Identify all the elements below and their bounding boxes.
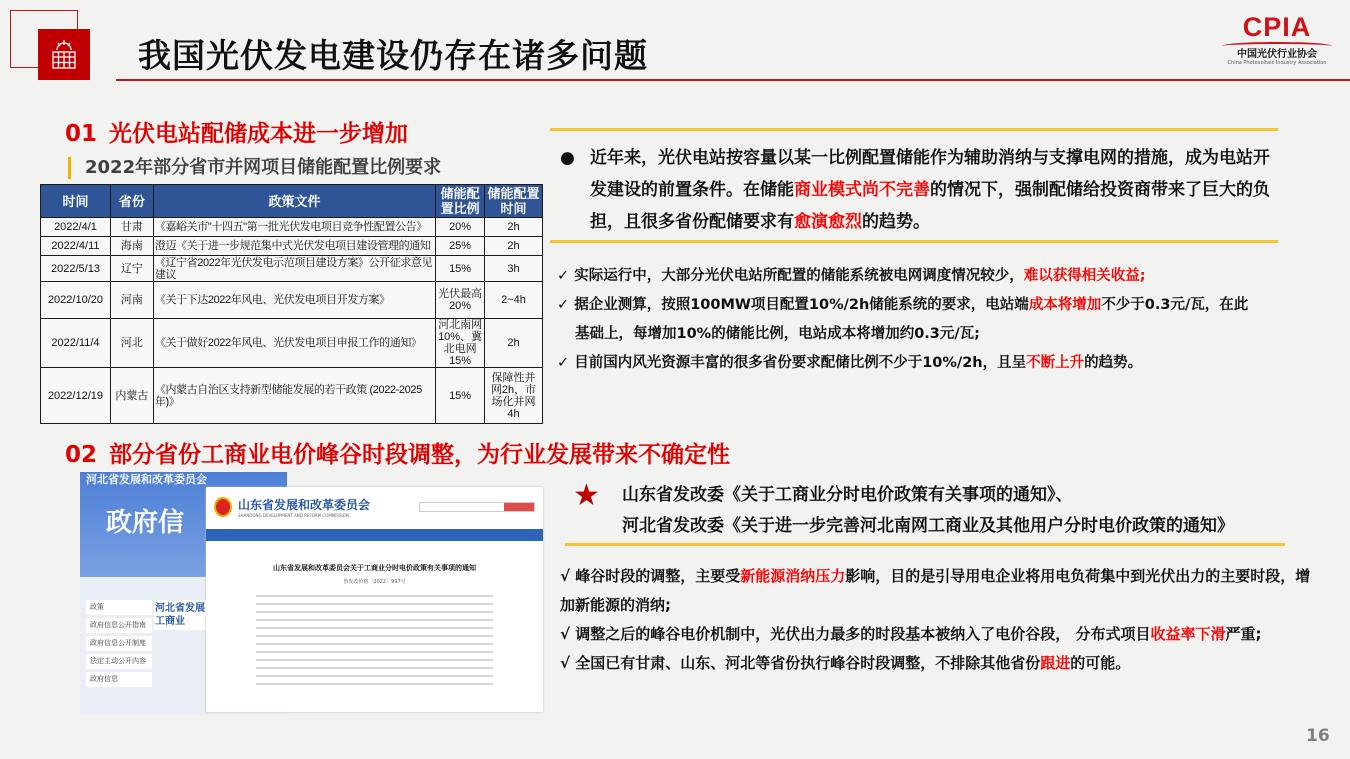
policy-hebei: 河北省发改委《关于进一步完善河北南网工商业及其他用户分时电价政策的通知》 — [622, 516, 1234, 536]
nav-item: 政府信息公开指南 — [86, 618, 152, 633]
table-cell: 甘肃 — [110, 218, 153, 237]
cpia-logo: CPIA 中国光伏行业协会 China Photovoltaic Industry Association — [1212, 12, 1342, 74]
highlight-text: 跟进 — [1040, 654, 1071, 672]
table-cell: 3h — [485, 256, 543, 282]
table-row — [41, 282, 543, 319]
table-cell: 河南 — [110, 282, 153, 319]
solar-panel-icon — [38, 29, 90, 80]
table-cell: 海南 — [110, 237, 153, 256]
text-segment: ✓ 目前国内风光资源丰富的很多省份要求配储比例不少于10%/2h，且呈 — [557, 355, 1027, 371]
shandong-ndrc-screenshot: 山东省发展和改革委员会 SHANDONG DEVELOPMENT AND REFORM COMMISSION 山东省发展和改革委员会关于工商业分时电价政策有关事项的通知 鲁发改价格〔2022〕997号 — [206, 487, 543, 712]
nav-item: 政策 — [86, 600, 152, 615]
column-header: 储能配置比例 — [436, 185, 485, 218]
table-cell: 辽宁 — [110, 256, 153, 282]
section-1-checklist — [557, 262, 1257, 378]
table-cell: 2022/12/19 — [41, 368, 111, 424]
check-item — [557, 349, 1257, 378]
divider-top — [550, 128, 1278, 131]
table-cell: 2h — [485, 237, 543, 256]
table-cell: 河北南网10%、冀北电网15% — [436, 319, 485, 368]
highlight-text: 新能源消纳压力 — [740, 567, 846, 585]
policy-shandong: 山东省发改委《关于工商业分时电价政策有关事项的通知》、 — [622, 485, 1073, 505]
text-segment: √ 全国已有甘肃、山东、河北等省份执行峰谷时段调整，不排除其他省份 — [560, 654, 1041, 672]
table-cell: 河北 — [110, 319, 153, 368]
table-cell: 2022/10/20 — [41, 282, 111, 319]
table-row — [41, 218, 543, 237]
text-segment: 的可能。 — [1070, 654, 1131, 672]
lead-paragraph — [560, 142, 1280, 238]
text-segment: 的趋势。 — [862, 212, 930, 232]
text-segment: 近年来，光伏电站按容量以某一比例配置储能作为辅助消纳与支撑电网的措施，成为电站开发建设的前置条件。在储能 — [590, 148, 1270, 200]
table-cell: 《辽宁省2022年光伏发电示范项目建设方案》公开征求意见建议 — [153, 256, 435, 282]
table-cell: 15% — [436, 368, 485, 424]
search-box — [419, 502, 535, 512]
highlight-text: 成本将增加 — [1028, 297, 1102, 313]
divider-bottom — [550, 240, 1278, 243]
text-segment: 不少于0.3元/瓦，在此基础上，每增加10%的储能比例，电站成本将增加约0.3元/瓦; — [575, 297, 1249, 342]
check-item — [560, 562, 1320, 620]
table-cell: 20% — [436, 218, 485, 237]
star-icon: ★ — [573, 478, 600, 513]
text-segment: 严重; — [1225, 625, 1262, 643]
text-segment: 影响，目的是引导用电企业将用电负荷集中到光伏出力的主要时段，增加新能源的消纳; — [560, 567, 1311, 614]
highlight-text: 收益率下滑 — [1150, 625, 1226, 643]
bullet-icon: ● — [560, 148, 575, 168]
table-cell: 光伏最高20% — [436, 282, 485, 319]
highlight-text: 商业模式尚不完善 — [794, 180, 930, 200]
table-cell: 2022/4/11 — [41, 237, 111, 256]
policy-list — [622, 480, 1234, 542]
table-cell: 澄迈《关于进一步规范集中式光伏发电项目建设管理的通知 — [153, 237, 435, 256]
nav-item: 政府信息公开制度 — [86, 636, 152, 651]
check-item — [557, 291, 1257, 349]
table-cell: 2h — [485, 218, 543, 237]
column-header: 时间 — [41, 185, 111, 218]
hebei-org-name: 河北省发展和改革委员会 — [86, 473, 207, 486]
check-item — [560, 620, 1320, 649]
table-row — [41, 319, 543, 368]
column-header: 省份 — [110, 185, 153, 218]
text-segment: √ 峰谷时段的调整，主要受 — [560, 567, 741, 585]
table-cell: 2022/11/4 — [41, 319, 111, 368]
column-header: 政策文件 — [153, 185, 435, 218]
section-2-heading: 02 部分省份工商业电价峰谷时段调整，为行业发展带来不确定性 — [65, 442, 731, 468]
page-title: 我国光伏发电建设仍存在诸多问题 — [138, 36, 648, 75]
highlight-text: 愈演愈烈 — [794, 212, 862, 232]
table-row — [41, 237, 543, 256]
nav-item: 法定主动公开内容 — [86, 654, 152, 669]
table-cell: 2h — [485, 319, 543, 368]
page-number: 16 — [1306, 726, 1330, 746]
check-item — [557, 262, 1257, 291]
section-2-checklist — [560, 562, 1320, 678]
nav-item: 政府信息 — [86, 672, 152, 687]
hebei-article-title: 河北省发展 工商业 — [154, 600, 206, 630]
table-cell: 《关于下达2022年风电、光伏发电项目开发方案》 — [153, 282, 435, 319]
table-cell: 《关于做好2022年风电、光伏发电项目申报工作的通知》 — [153, 319, 435, 368]
table-cell: 25% — [436, 237, 485, 256]
hebei-banner: 政府信 — [106, 508, 185, 538]
table-cell: 保障性并网2h，市场化并网4h — [485, 368, 543, 424]
section-1-heading: 01 光伏电站配储成本进一步增加 — [65, 121, 409, 147]
table-row — [41, 256, 543, 282]
table-cell: 《嘉峪关市"十四五"第一批光伏发电项目竞争性配置公告》 — [153, 218, 435, 237]
title-divider — [116, 79, 1350, 81]
table-cell: 2022/4/1 — [41, 218, 111, 237]
text-segment: ✓ 据企业测算，按照100MW项目配置10%/2h储能系统的要求，电站端 — [557, 297, 1029, 313]
table-cell: 《内蒙古自治区支持新型储能发展的若干政策 (2022-2025年)》 — [153, 368, 435, 424]
highlight-text: 不断上升 — [1026, 355, 1085, 371]
table-cell: 内蒙古 — [110, 368, 153, 424]
table-cell: 2022/5/13 — [41, 256, 111, 282]
storage-policy-table — [40, 184, 543, 424]
column-header: 储能配置时间 — [485, 185, 543, 218]
highlight-text: 难以获得相关收益; — [1023, 268, 1146, 284]
table-cell: 15% — [436, 256, 485, 282]
text-segment: ✓ 实际运行中，大部分光伏电站所配置的储能系统被电网调度情况较少， — [557, 268, 1024, 284]
table-row — [41, 368, 543, 424]
divider-policies — [565, 543, 1285, 546]
check-item — [560, 649, 1320, 678]
table-title: 2022年部分省市并网项目储能配置比例要求 — [68, 157, 441, 179]
text-segment: √ 调整之后的峰谷电价机制中，光伏出力最多的时段基本被纳入了电价谷段， 分布式项目 — [560, 625, 1151, 643]
table-cell: 2~4h — [485, 282, 543, 319]
text-segment: 的趋势。 — [1084, 355, 1143, 371]
national-emblem-icon — [214, 497, 232, 517]
text-segment: 的情况下，强制配储给投资商带来了巨大的负担，且很多省份配储要求有 — [590, 180, 1270, 232]
